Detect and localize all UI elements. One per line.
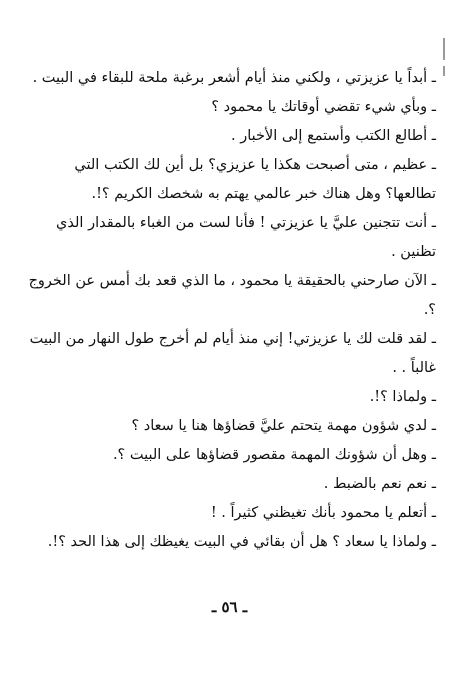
- paragraph-9: ـ لدي شؤون مهمة يتحتم عليَّ قضاؤها هنا يا سعاد ؟: [131, 418, 436, 434]
- paragraph-4: ـ عظيم ، متى أصبحت هكذا يا عزيزي؟ بل أين لك الكتب التي تطالعها؟ وهل هناك خبر عالمي يهتم به شخصك الكريم ؟!.: [74, 157, 436, 202]
- paragraph-6: ـ الآن صارحني بالحقيقة يا محمود ، ما الذي قعد بك أمس عن الخروج ؟.: [28, 273, 436, 318]
- paragraph-7: ـ لقد قلت لك يا عزيزتي! إني منذ أيام لم أخرج طول النهار من البيت غالباً . .: [29, 331, 436, 376]
- paragraph-10: ـ وهل أن شؤونك المهمة مقصور قضاؤها على البيت ؟.: [112, 447, 436, 463]
- paragraph-3: ـ أطالع الكتب وأستمع إلى الأخبار .: [231, 128, 436, 144]
- paragraph-1: ـ أبداً يا عزيزتي ، ولكني منذ أيام أشعر برغبة ملحة للبقاء في البيت .: [32, 70, 436, 86]
- paragraph-12: ـ أتعلم يا محمود بأنك تغيظني كثيراً . !: [210, 505, 436, 521]
- paragraph-8: ـ ولماذا ؟!.: [369, 389, 436, 405]
- paragraph-2: ـ وبأي شيء تقضي أوقاتك يا محمود ؟: [211, 99, 436, 115]
- page-number: ـ ٥٦ ـ: [211, 598, 248, 616]
- page-edge-mark: [443, 66, 445, 76]
- paragraph-11: ـ نعم نعم بالضبط .: [323, 476, 436, 492]
- paragraph-13: ـ ولماذا يا سعاد ؟ هل أن بقائي في البيت يغيظك إلى هذا الحد ؟!.: [47, 534, 436, 550]
- paragraph-5: ـ أنت تتجنين عليَّ يا عزيزتي ! فأنا لست من الغباء بالمقدار الذي تظنين .: [56, 215, 436, 260]
- page-edge-mark: [443, 38, 445, 60]
- dialogue-text: [28, 64, 436, 557]
